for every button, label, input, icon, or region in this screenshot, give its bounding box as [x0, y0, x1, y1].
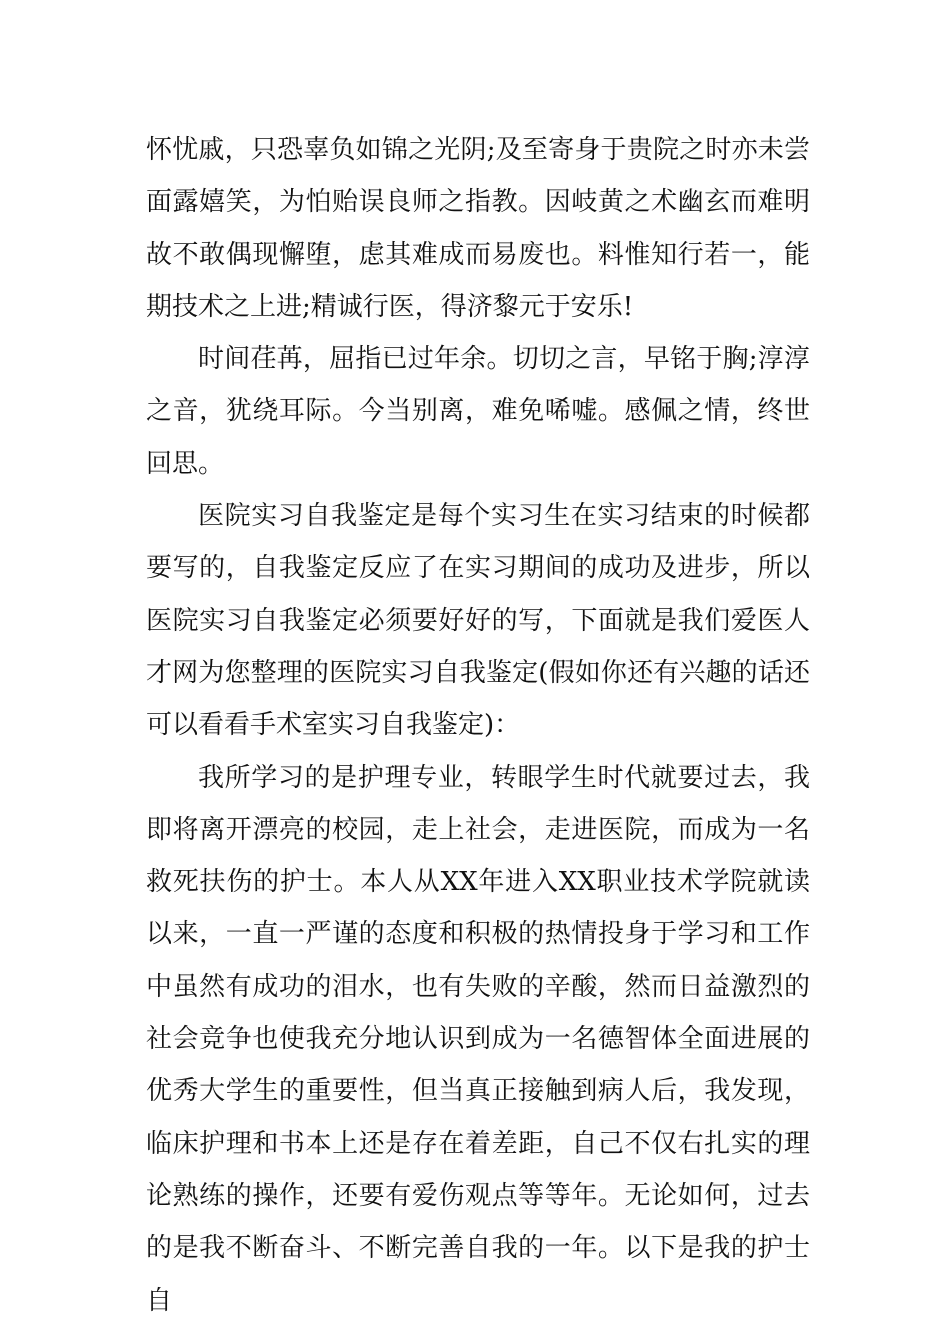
document-page	[146, 124, 810, 1327]
paragraph-3: 医院实习自我鉴定是每个实习生在实习结束的时候都要写的，自我鉴定反应了在实习期间的成功及进步，所以医院实习自我鉴定必须要好好的写，下面就是我们爱医人才网为您整理的医院实习自我鉴定(假如你还有兴趣的话还可以看看手术室实习自我鉴定)：	[146, 501, 810, 741]
paragraph-1: 怀忧戚，只恐辜负如锦之光阴;及至寄身于贵院之时亦未尝面露嬉笑，为怕贻误良师之指教。因岐黄之术幽玄而难明故不敢偶现懈堕，虑其难成而易废也。料惟知行若一，能期技术之上进;精诚行医，得济黎元于安乐!	[146, 135, 810, 322]
paragraph-4: 我所学习的是护理专业，转眼学生时代就要过去，我即将离开漂亮的校园，走上社会，走进医院，而成为一名救死扶伤的护士。本人从XX年进入XX职业技术学院就读以来，一直一严谨的态度和积极的热情投身于学习和工作中虽然有成功的泪水，也有失败的辛酸，然而日益激烈的社会竞争也使我充分地认识到成为一名德智体全面进展的优秀大学生的重要性，但当真正接触到病人后，我发现，临床护理和书本上还是存在着差距，自己不仅右扎实的理论熟练的操作，还要有爱伤观点等等年。无论如何，过去的是我不断奋斗、不断完善自我的一年。以下是我的护士自	[146, 762, 810, 1316]
paragraph-2: 时间荏苒，屈指已过年余。切切之言，早铭于胸;淳淳之音，犹绕耳际。今当别离，难免唏嘘。感佩之情，终世回思。	[146, 344, 810, 479]
